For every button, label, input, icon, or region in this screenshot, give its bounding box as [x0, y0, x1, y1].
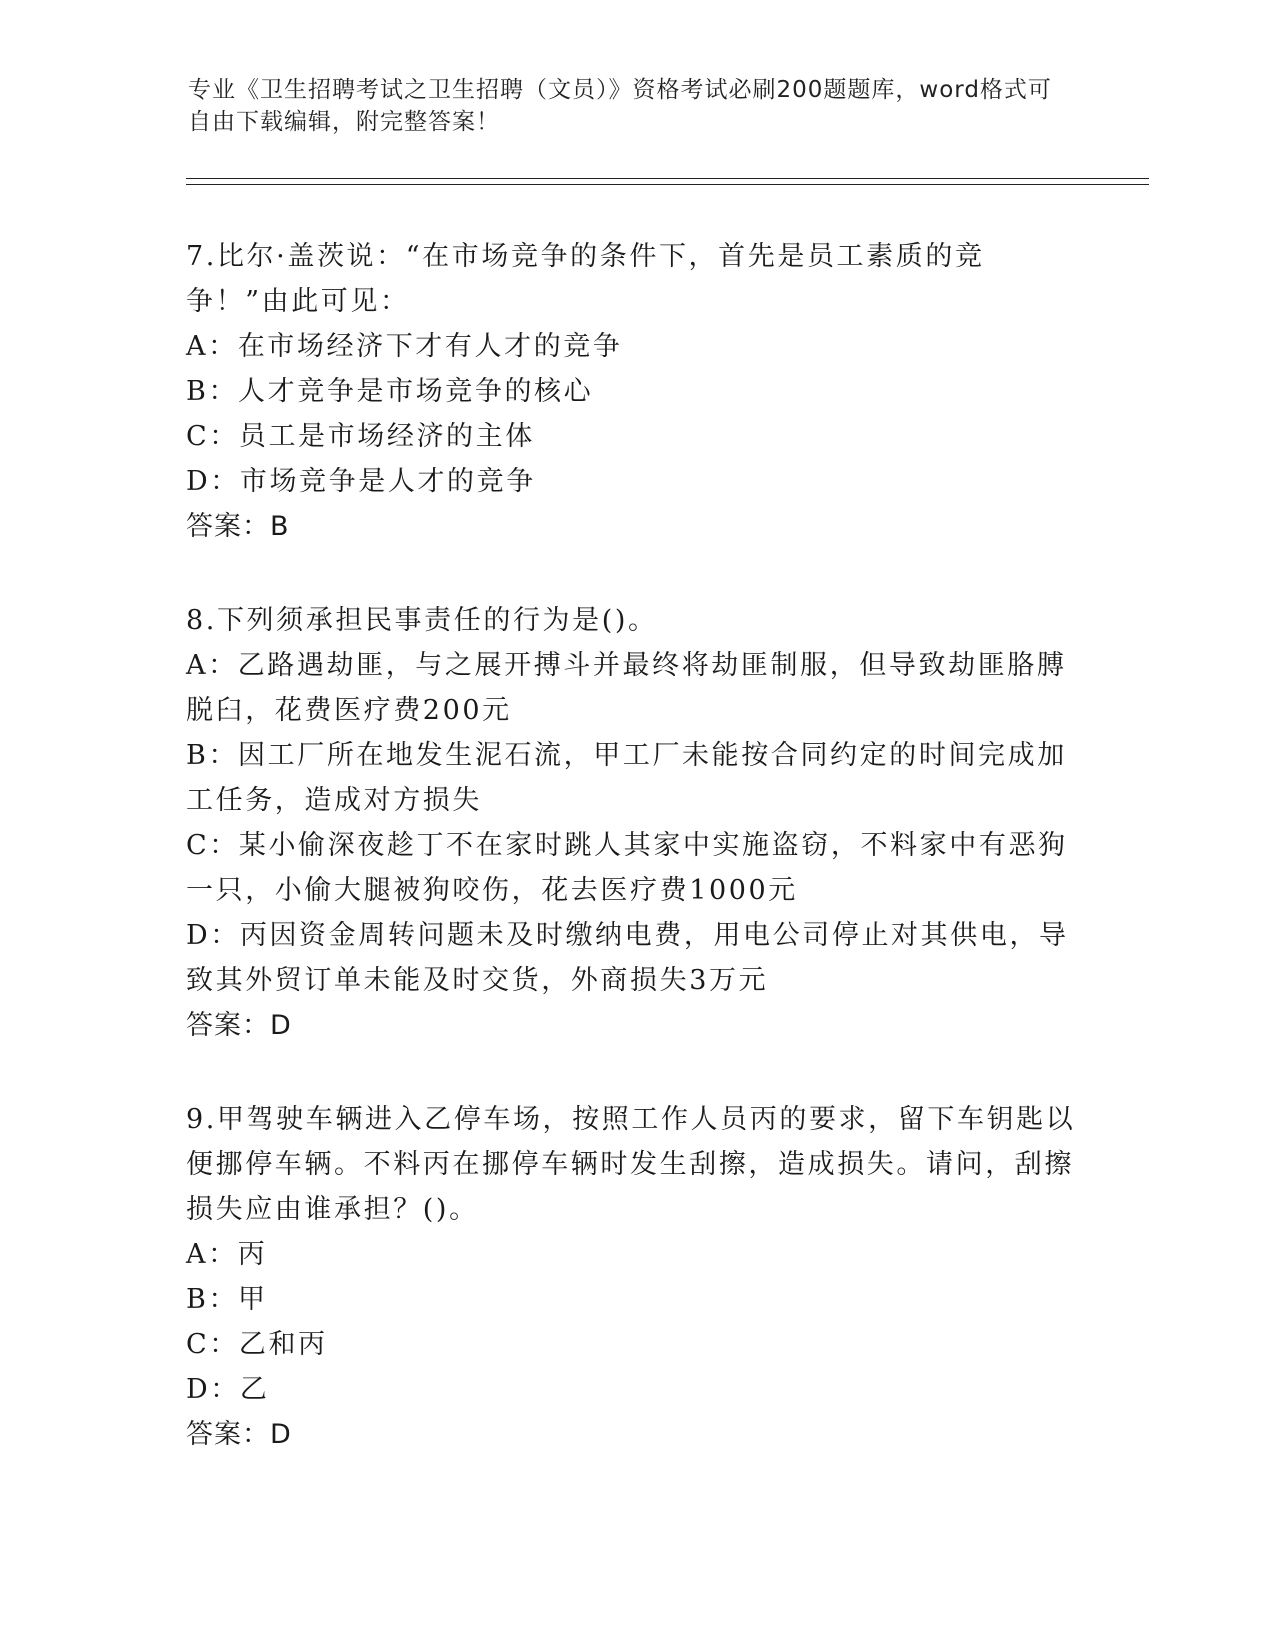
header-divider-top: [186, 178, 1149, 179]
question-stem: 7.比尔·盖茨说：“在市场竞争的条件下，首先是员工素质的竞争！”由此可见：: [186, 241, 985, 317]
question-block: [186, 234, 1076, 549]
option-d: D：乙: [186, 1374, 270, 1405]
option-a: A：在市场经济下才有人才的竞争: [186, 331, 623, 362]
option-b: B：因工厂所在地发生泥石流，甲工厂未能按合同约定的时间完成加工任务，造成对方损失: [186, 740, 1067, 816]
document-header: 专业《卫生招聘考试之卫生招聘（文员）》资格考试必刷200题题库，word格式可自由下载编辑，附完整答案！: [188, 77, 1052, 135]
question-stem: 9.甲驾驶车辆进入乙停车场，按照工作人员丙的要求，留下车钥匙以便挪停车辆。不料丙在挪停车辆时发生刮擦，造成损失。请问，刮擦损失应由谁承担？()。: [186, 1104, 1076, 1225]
option-c: C：乙和丙: [186, 1329, 328, 1360]
option-d: D：丙因资金周转问题未及时缴纳电费，用电公司停止对其供电，导致其外贸订单未能及时交货，外商损失3万元: [186, 920, 1069, 996]
option-b: B：甲: [186, 1284, 268, 1315]
option-a: A：丙: [186, 1239, 268, 1270]
option-c: C：员工是市场经济的主体: [186, 421, 535, 452]
question-block: [186, 1097, 1076, 1457]
answer-text: 答案：D: [186, 1419, 292, 1450]
option-c: C：某小偷深夜趁丁不在家时跳人其家中实施盗窃，不料家中有恶狗一只，小偷大腿被狗咬伤，花去医疗费1000元: [186, 830, 1068, 906]
question-block: [186, 598, 1076, 1048]
header-divider-bottom: [186, 184, 1149, 185]
option-a: A：乙路遇劫匪，与之展开搏斗并最终将劫匪制服，但导致劫匪胳膊脱臼，花费医疗费200元: [186, 650, 1067, 726]
answer-text: 答案：D: [186, 1010, 292, 1041]
question-stem: 8.下列须承担民事责任的行为是()。: [186, 605, 658, 636]
answer-text: 答案：B: [186, 511, 290, 542]
option-d: D：市场竞争是人才的竞争: [186, 466, 536, 497]
option-b: B：人才竞争是市场竞争的核心: [186, 376, 594, 407]
